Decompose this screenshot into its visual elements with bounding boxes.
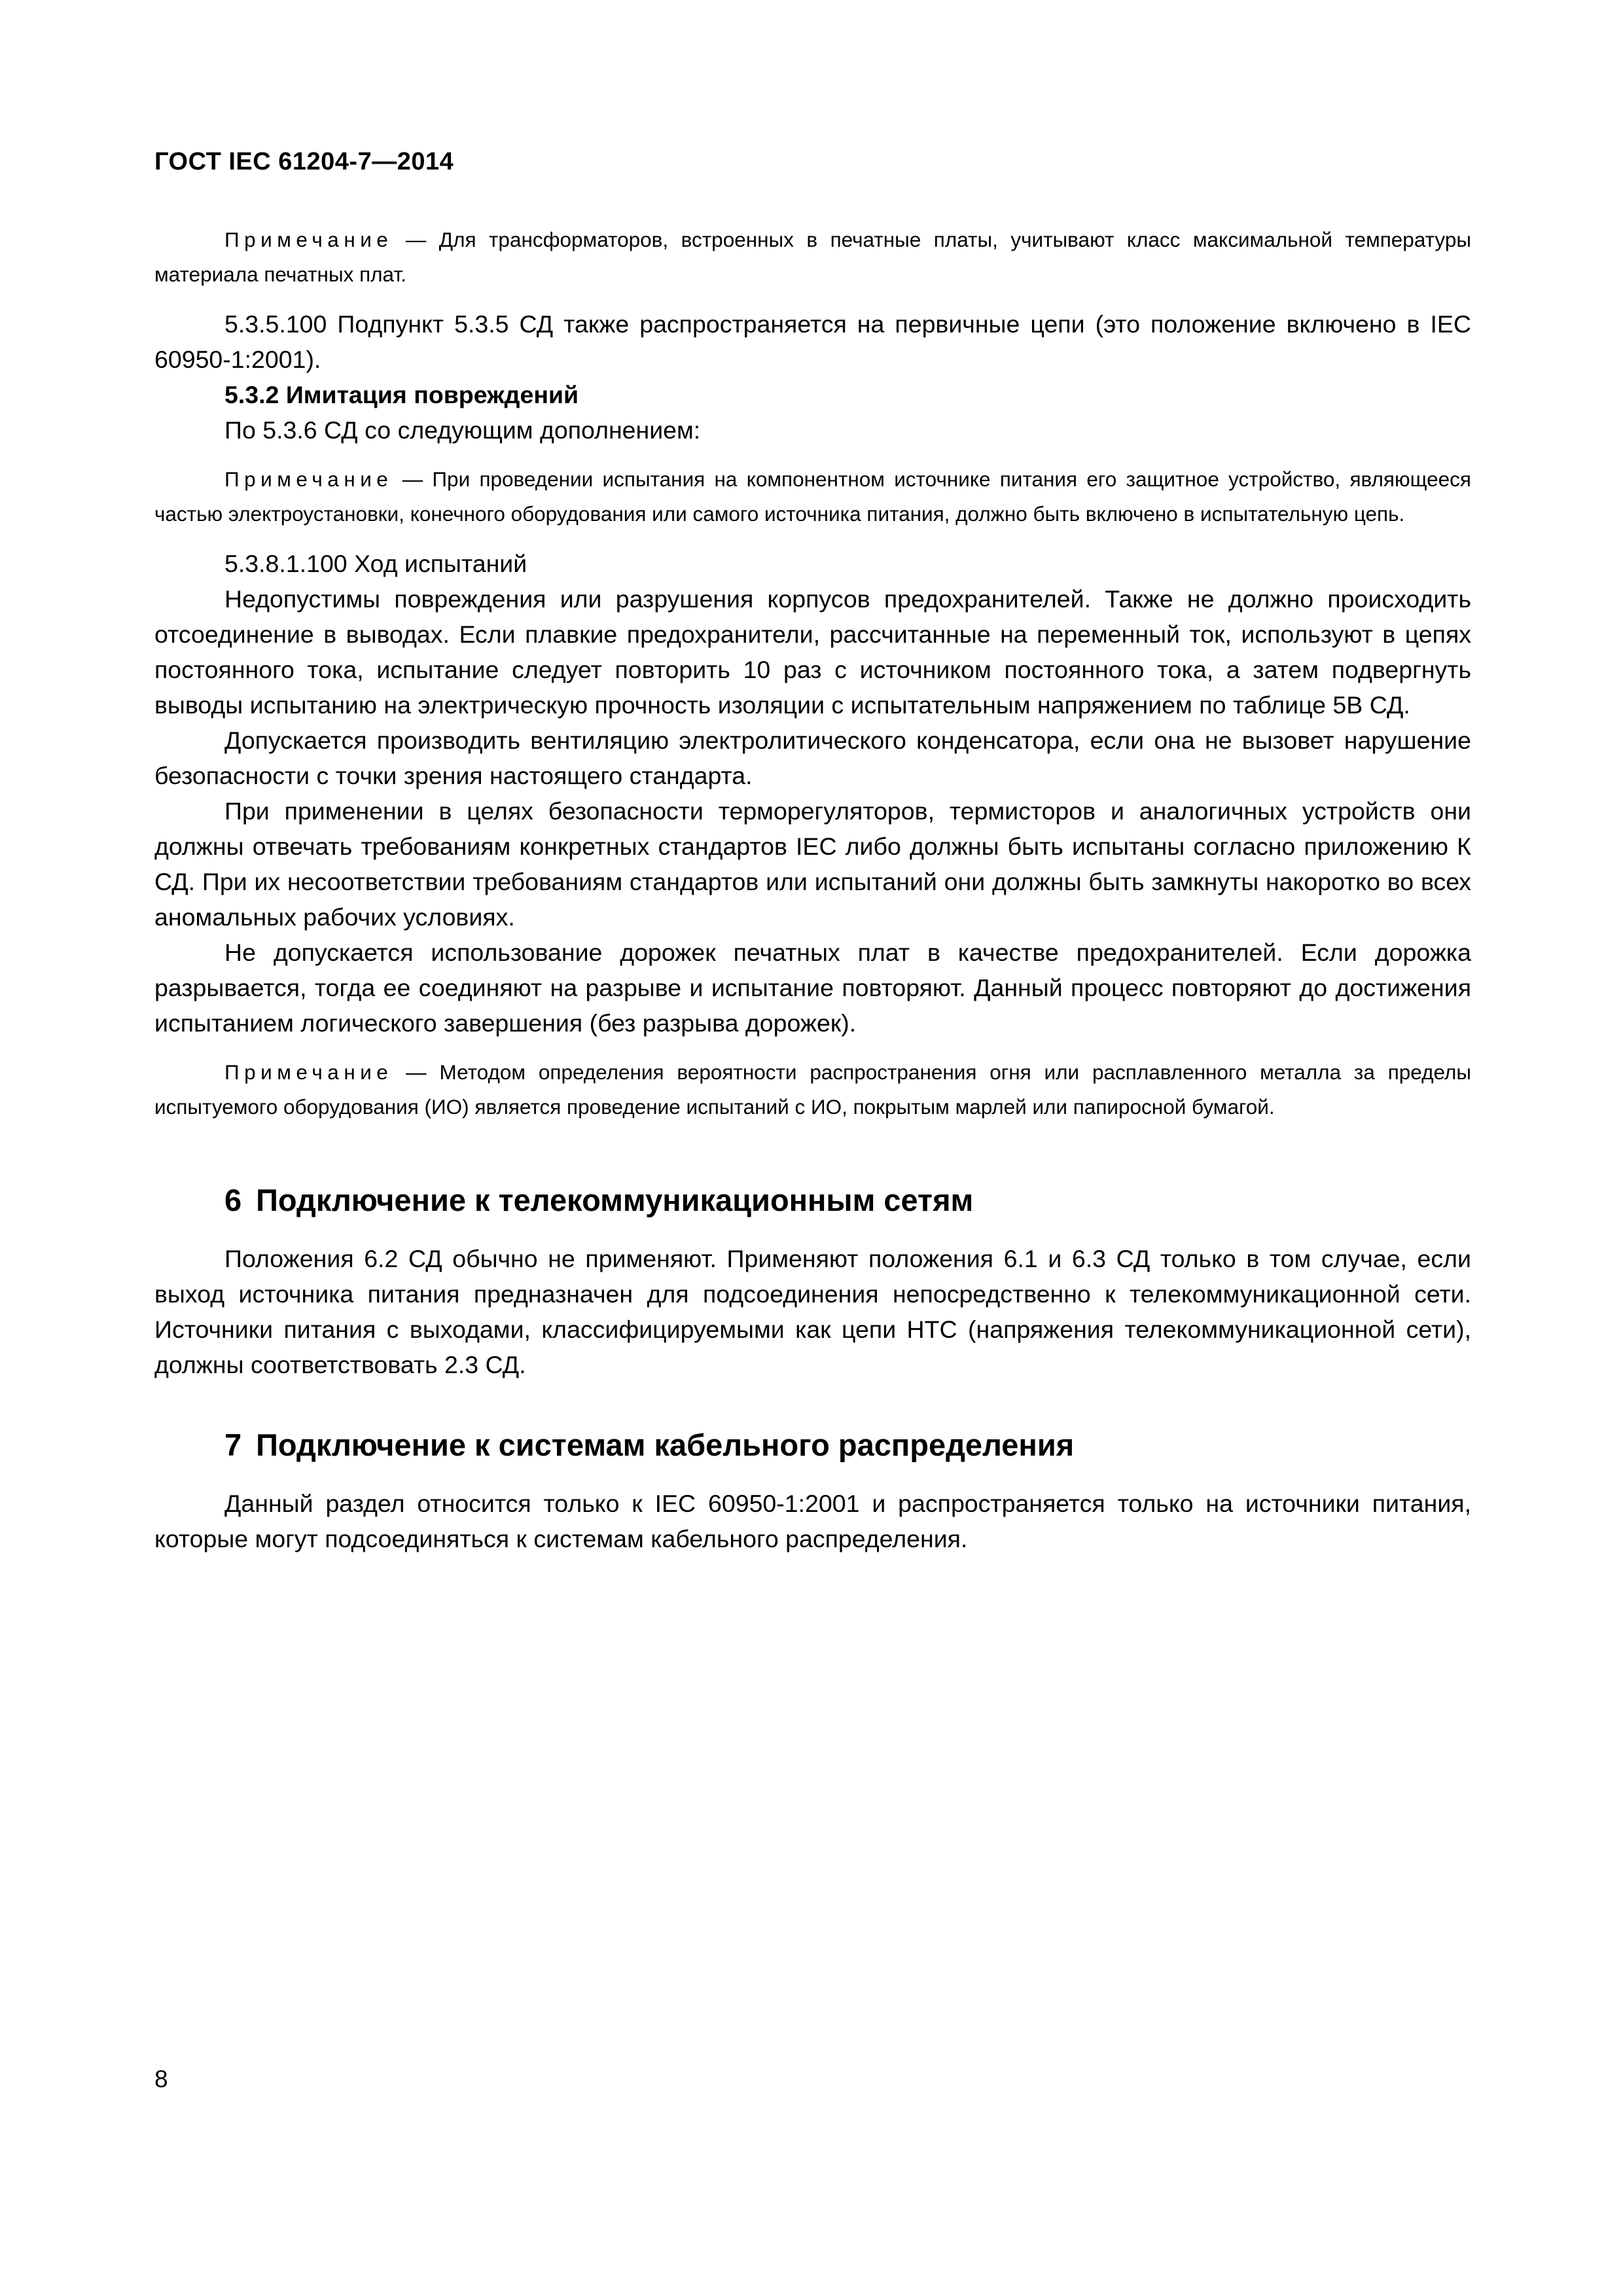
paragraph-5-3-8-title: 5.3.8.1.100 Ход испытаний bbox=[224, 550, 527, 577]
note-text: — При проведении испытания на компонентном источнике питания его защитное устройство, являющееся частью электроустановки, конечного оборудования или самого источника питания, должно быть включено в испытательную цепь. bbox=[154, 467, 1471, 526]
note-3 bbox=[154, 1055, 1471, 1124]
page-content bbox=[154, 223, 1471, 1556]
paragraph-5-3-6: По 5.3.6 СД со следующим дополнением: bbox=[224, 416, 701, 444]
section-title: Подключение к телекоммуникационным сетям bbox=[256, 1183, 974, 1217]
note-1 bbox=[154, 223, 1471, 292]
note-2 bbox=[154, 462, 1471, 531]
note-label: Примечание bbox=[224, 228, 393, 251]
document-header: ГОСТ IEC 61204-7—2014 bbox=[154, 148, 454, 175]
paragraph-damage: Недопустимы повреждения или разрушения корпусов предохранителей. Также не должно происходить отсоединение в выводах. Если плавкие предохранители, рассчитанные на переменный ток, используют в цепях постоянного тока, испытание следует повторить 10 раз с источником постоянного тока, а затем подвергнуть выводы испытанию на электрическую прочность изоляции с испытательным напряжением по таблице 5В СД. bbox=[154, 585, 1471, 719]
section-7-text: Данный раздел относится только к IEC 60950-1:2001 и распространяется только на источники питания, которые могут подсоединяться к системам кабельного распределения. bbox=[154, 1490, 1471, 1552]
page-number: 8 bbox=[154, 2066, 168, 2092]
paragraph-tracks: Не допускается использование дорожек печатных плат в качестве предохранителей. Если дорожка разрывается, тогда ее соединяют на разрыве и испытание повторяют. Данный процесс повторяют до достижения испытанием логического завершения (без разрыва дорожек). bbox=[154, 939, 1471, 1037]
paragraph-thermoregulators: При применении в целях безопасности терморегуляторов, термисторов и аналогичных устройств они должны отвечать требованиям конкретных стандартов IEC либо должны быть испытаны согласно приложению К СД. При их несоответствии требованиям стандартов или испытаний они должны быть замкнуты накоротко во всех аномальных рабочих условиях. bbox=[154, 797, 1471, 931]
section-7-heading bbox=[154, 1426, 1471, 1465]
section-number: 7 bbox=[224, 1427, 242, 1462]
section-number: 6 bbox=[224, 1183, 242, 1217]
note-label: Примечание bbox=[224, 1060, 393, 1084]
paragraph-5-3-5-100: 5.3.5.100 Подпункт 5.3.5 СД также распространяется на первичные цепи (это положение включено в IEC 60950-1:2001). bbox=[154, 310, 1471, 373]
paragraph-ventilation: Допускается производить вентиляцию электролитического конденсатора, если она не вызовет нарушение безопасности с точки зрения настоящего стандарта. bbox=[154, 726, 1471, 789]
note-text: — Для трансформаторов, встроенных в печатные платы, учитывают класс максимальной температуры материала печатных плат. bbox=[154, 228, 1471, 286]
section-title: Подключение к системам кабельного распределения bbox=[256, 1427, 1075, 1462]
section-6-text: Положения 6.2 СД обычно не применяют. Применяют положения 6.1 и 6.3 СД только в том случае, если выход источника питания предназначен для подсоединения непосредственно к телекоммуникационной сети. Источники питания с выходами, классифицируемыми как цепи НТС (напряжения телекоммуникационной сети), должны соответствовать 2.3 СД. bbox=[154, 1245, 1471, 1378]
note-text: — Методом определения вероятности распространения огня или расплавленного металла за пределы испытуемого оборудования (ИО) является проведение испытаний с ИО, покрытым марлей или папиросной бумагой. bbox=[154, 1060, 1471, 1119]
note-label: Примечание bbox=[224, 467, 393, 491]
section-6-heading bbox=[154, 1181, 1471, 1220]
subsection-heading-5-3-2: 5.3.2 Имитация повреждений bbox=[224, 381, 579, 408]
